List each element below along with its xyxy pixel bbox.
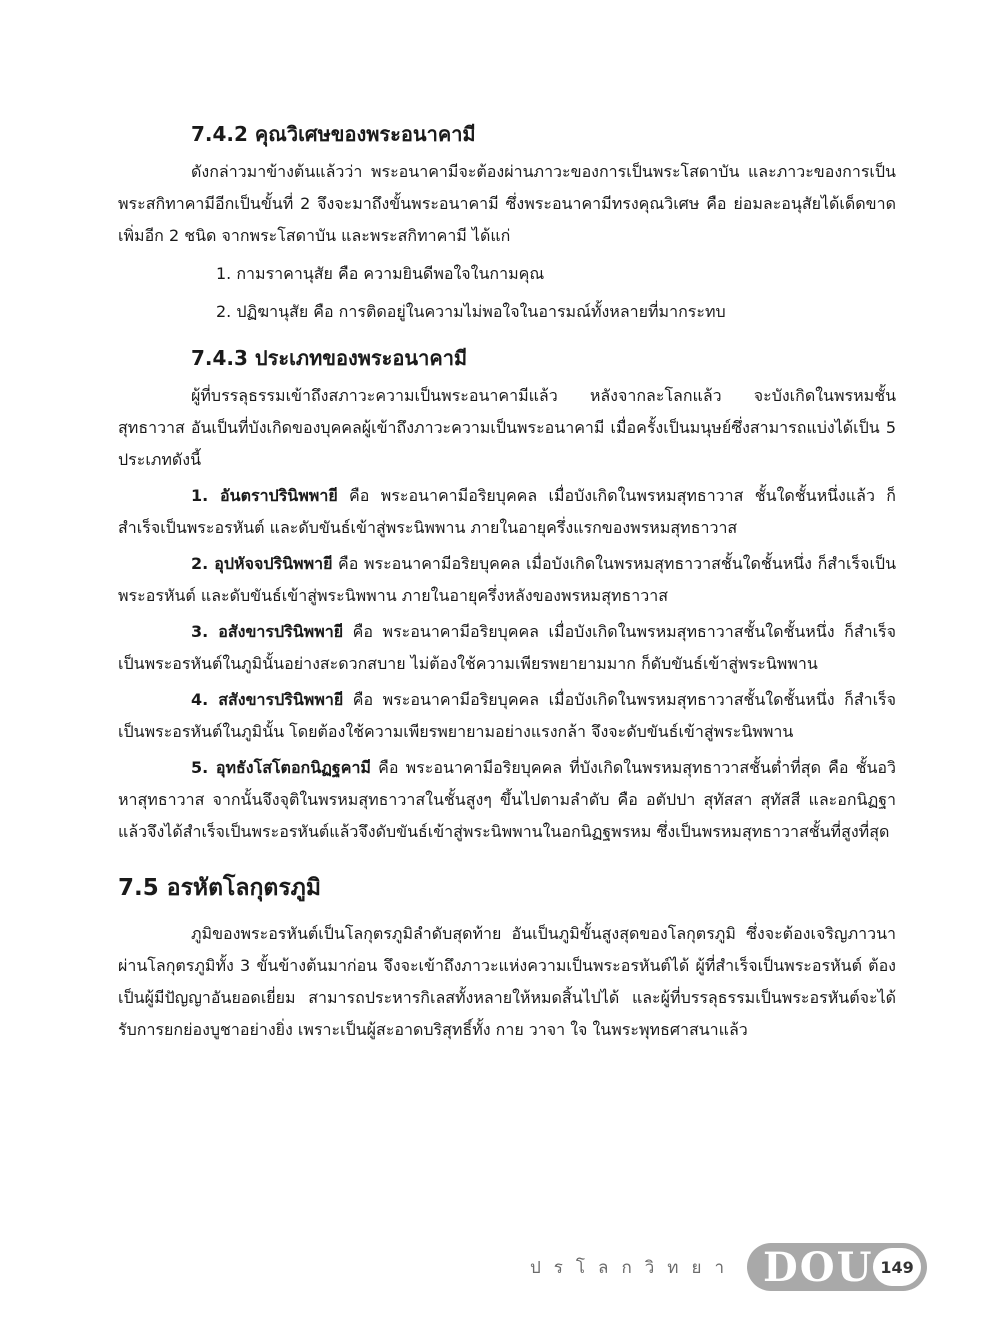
section-75-body: ภูมิของพระอรหันต์เป็นโลกุตรภูมิลำดับสุดท้าย อันเป็นภูมิขั้นสูงสุดของโลกุตรภูมิ ซึ่งจะต้องเจริญภาวนาผ่านโลกุตรภูมิทั้ง 3 ขั้นข้างต้นมาก่อน จึงจะเข้าถึงภาวะแห่งความเป็นพระอรหันต์ได้ ผู้ที่สำเร็จเป็นพระอรหันต์ ต้องเป็นผู้มีปัญญาอันยอดเยี่ยม สามารถประหารกิเลสทั้งหลายให้หมดสิ้นไปได้ และผู้ที่บรรลุธรรมเป็นพระอรหันต์จะได้รับการยกย่องบูชาอย่างยิ่ง เพราะเป็นผู้สะอาดบริสุทธิ์ทั้ง กาย วาจา ใจ ในพระพุทธศาสนาแล้ว	[118, 924, 896, 1039]
type-item	[118, 548, 896, 612]
type-desc: คือ พระอนาคามีอริยบุคคล เมื่อบังเกิดในพรหมสุทธาวาสชั้นใดชั้นหนึ่ง ก็สำเร็จเป็นพระอรหันต์ และดับขันธ์เข้าสู่พระนิพพาน ภายในอายุครึ่งหลังของพรหมสุทธาวาส	[118, 554, 897, 605]
type-term: 4. สสังขารปรินิพพายี	[191, 690, 344, 709]
type-term: 3. อสังขารปรินิพพายี	[191, 622, 344, 641]
type-item	[118, 752, 896, 848]
type-term: 1. อันตราปรินิพพายี	[191, 486, 338, 505]
dou-badge	[747, 1243, 927, 1291]
type-item	[118, 684, 896, 748]
section-75-heading: 7.5 อรหัตโลกุตรภูมิ	[118, 875, 322, 901]
type-desc: คือ พระอนาคามีอริยบุคคล ที่บังเกิดในพรหมสุทธาวาสชั้นต่ำที่สุด คือ ชั้นอวิหาสุทธาวาส จากนั้นจึงจุติในพรหมสุทธาวาสในชั้นสูงๆ ขึ้นไปตามลำดับ คือ อตัปปา สุทัสสา สุทัสสี และอกนิฏฐา แล้วจึงได้สำเร็จเป็นพระอรหันต์แล้วจึงดับขันธ์เข้าสู่พระนิพพานในอกนิฏฐพรหม ซึ่งเป็นพรหมสุทธาวาสชั้นที่สูงที่สุด	[118, 758, 896, 841]
type-item	[118, 480, 896, 544]
page-content	[118, 118, 896, 1046]
page-footer	[530, 1243, 927, 1291]
type-desc: คือ พระอนาคามีอริยบุคคล เมื่อบังเกิดในพรหมสุทธาวาส ชั้นใดชั้นหนึ่งแล้ว ก็สำเร็จเป็นพระอรหันต์ และดับขันธ์เข้าสู่พระนิพพาน ภายในอายุครึ่งแรกของพรหมสุทธาวาส	[118, 486, 896, 537]
list-item: 2. ปฏิฆานุสัย คือ การติดอยู่ในความไม่พอใจในอารมณ์ทั้งหลายที่มากระทบ	[216, 302, 726, 321]
book-title: ปรโลกวิทยา	[530, 1257, 738, 1278]
section-742-heading: 7.4.2 คุณวิเศษของพระอนาคามี	[191, 122, 476, 146]
type-item	[118, 616, 896, 680]
dou-logo: DOU	[763, 1243, 874, 1291]
type-desc: คือ พระอนาคามีอริยบุคคล เมื่อบังเกิดในพรหมสุทธาวาสชั้นใดชั้นหนึ่ง ก็สำเร็จเป็นพระอรหันต์ในภูมินั้น โดยต้องใช้ความเพียรพยายามอย่างแรงกล้า จึงจะดับขันธ์เข้าสู่พระนิพพาน	[118, 690, 897, 741]
section-742-intro: ดังกล่าวมาข้างต้นแล้วว่า พระอนาคามีจะต้องผ่านภาวะของการเป็นพระโสดาบัน และภาวะของการเป็นพระสกิทาคามีอีกเป็นขั้นที่ 2 จึงจะมาถึงขั้นพระอนาคามี ซึ่งพระอนาคามีทรงคุณวิเศษ คือ ย่อมละอนุสัยได้เด็ดขาดเพิ่มอีก 2 ชนิด จากพระโสดาบัน และพระสกิทาคามี ได้แก่	[118, 162, 896, 245]
type-term: 2. อุปหัจจปรินิพพายี	[191, 554, 333, 573]
type-desc: คือ พระอนาคามีอริยบุคคล เมื่อบังเกิดในพรหมสุทธาวาสชั้นใดชั้นหนึ่ง ก็สำเร็จเป็นพระอรหันต์ในภูมินั้นอย่างสะดวกสบาย ไม่ต้องใช้ความเพียรพยายามมาก ก็ดับขันธ์เข้าสู่พระนิพพาน	[118, 622, 897, 673]
type-term: 5. อุทธังโสโตอกนิฏฐคามี	[191, 758, 371, 777]
page-number: 149	[873, 1248, 921, 1286]
section-743-intro: ผู้ที่บรรลุธรรมเข้าถึงสภาวะความเป็นพระอนาคามีแล้ว หลังจากละโลกแล้ว จะบังเกิดในพรหมชั้นสุทธาวาส อันเป็นที่บังเกิดของบุคคลผู้เข้าถึงภาวะความเป็นพระอนาคามี เมื่อครั้งเป็นมนุษย์ซึ่งสามารถแบ่งได้เป็น 5 ประเภทดังนี้	[118, 386, 896, 469]
list-item: 1. กามราคานุสัย คือ ความยินดีพอใจในกามคุณ	[216, 264, 545, 283]
section-743-heading: 7.4.3 ประเภทของพระอนาคามี	[191, 346, 468, 370]
